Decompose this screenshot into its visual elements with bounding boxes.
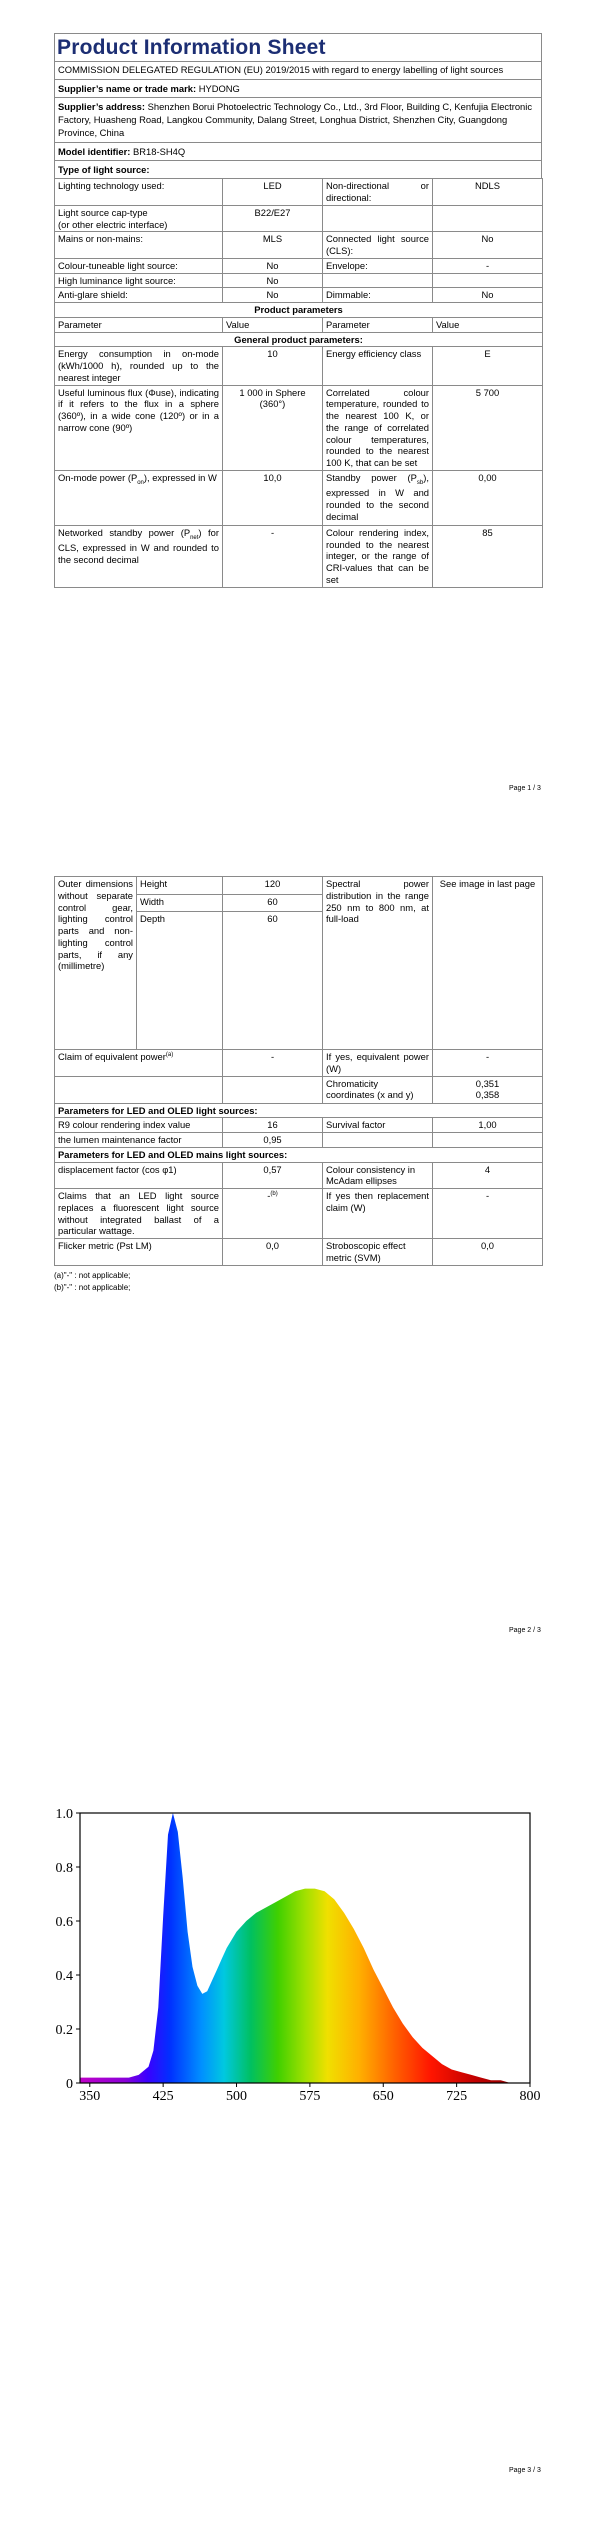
y-tick-label: 0 <box>66 2077 73 2092</box>
type-row <box>55 205 543 232</box>
general-parameters-heading: General product parameters: <box>55 332 543 347</box>
flicker-value: 0,0 <box>223 1239 323 1266</box>
type-row <box>55 258 543 273</box>
onmode-value: 10,0 <box>223 470 323 525</box>
chromaticity-label: Chromaticity coordinates (x and y) <box>323 1076 433 1103</box>
column-header-row <box>55 317 543 332</box>
cri-value: 85 <box>433 525 543 587</box>
cri-label: Colour rendering index, rounded to the nearest integer, or the range of CRI-values that can be set <box>323 525 433 587</box>
x-tick-label: 800 <box>519 2089 541 2104</box>
spectrum-area <box>80 1813 530 2083</box>
address-value: Shenzhen Borui Photoelectric Technology Co., Ltd., 3rd Floor, Building C, Kenfujia Electronic Factory, Huasheng Road, Langkou Community, Dalang Street, Longhua District, Shenzhen City, Guangdong Province, China <box>58 101 533 138</box>
param-row <box>55 525 543 587</box>
supplier-row <box>55 80 541 98</box>
type-row <box>55 273 543 288</box>
led-heading-row <box>55 1103 543 1118</box>
page-title: Product Information Sheet <box>55 34 541 62</box>
x-tick-label: 575 <box>299 2089 321 2104</box>
replacement-value: - <box>433 1189 543 1239</box>
type-row <box>55 179 543 206</box>
page-number-3: Page 3 / 3 <box>509 2467 541 2474</box>
sheet-header <box>54 33 542 178</box>
param-row <box>55 1118 543 1133</box>
dim-value: 120 <box>223 877 323 895</box>
r9-label: R9 colour rendering index value <box>55 1118 223 1133</box>
svm-label: Stroboscopic effect metric (SVM) <box>323 1239 433 1266</box>
param-row <box>55 1133 543 1148</box>
type-value-2 <box>433 273 543 288</box>
type-row <box>55 288 543 303</box>
type-label-2: Connected light source (CLS): <box>323 232 433 259</box>
param-value-2: 5 700 <box>433 385 543 470</box>
param-label: Energy consumption in on-mode (kWh/1000 h), rounded up to the nearest integer <box>55 347 223 385</box>
type-label: Mains or non-mains: <box>55 232 223 259</box>
consistency-label: Colour consistency in McAdam ellipses <box>323 1162 433 1189</box>
type-value: B22/E27 <box>223 205 323 232</box>
address-label: Supplier’s address: <box>58 101 146 113</box>
type-value-2: NDLS <box>433 179 543 206</box>
type-label-2: Envelope: <box>323 258 433 273</box>
type-label: Light source cap-type (or other electric interface) <box>55 205 223 232</box>
param-value: 10 <box>223 347 323 385</box>
col-parameter-2: Parameter <box>323 317 433 332</box>
dim-value: 60 <box>223 894 323 912</box>
type-heading: Type of light source: <box>58 164 150 176</box>
x-tick-label: 500 <box>226 2089 248 2104</box>
type-value-2: No <box>433 232 543 259</box>
type-label-2: Non-directional or directional: <box>323 179 433 206</box>
empty-cell <box>323 1133 433 1148</box>
model-value: BR18-SH4Q <box>133 146 186 158</box>
footnote-b: (b)"-" : not applicable; <box>54 1282 131 1292</box>
x-tick-label: 350 <box>79 2089 101 2104</box>
footnotes <box>54 1270 542 1294</box>
supplier-label: Supplier’s name or trade mark: <box>58 83 197 95</box>
type-label-2 <box>323 205 433 232</box>
type-value: No <box>223 288 323 303</box>
page-number-1: Page 1 / 3 <box>509 785 541 792</box>
spectral-value: See image in last page <box>433 877 543 1050</box>
mains-heading-row <box>55 1147 543 1162</box>
param-label-2: Correlated colour temperature, rounded to the nearest 100 K, or the range of correlated colour temperatures, rounded to the nearest 100 K, that can be set <box>323 385 433 470</box>
param-row <box>55 1189 543 1239</box>
survival-label: Survival factor <box>323 1118 433 1133</box>
y-tick-label: 0.6 <box>55 1915 73 1930</box>
ifyes-label: If yes, equivalent power (W) <box>323 1050 433 1077</box>
networked-label: Networked standby power $(P_{net})$ for CLS, expressed in W and rounded to the second decimal <box>55 525 223 587</box>
standby-value: 0,00 <box>433 470 543 525</box>
type-value-2: - <box>433 258 543 273</box>
spectral-label: Spectral power distribution in the range 250 nm to 800 nm, at full-load <box>323 877 433 1050</box>
dim-row <box>55 877 543 895</box>
lumen-label: the lumen maintenance factor <box>55 1133 223 1148</box>
spectral-distribution-chart <box>54 1805 544 2115</box>
claim-label: Claim of equivalent power$^{(a)}$ <box>55 1050 223 1077</box>
product-parameters-heading-row <box>55 303 543 318</box>
ifyes-value: - <box>433 1050 543 1077</box>
dim-name: Depth <box>137 912 223 1050</box>
y-tick-label: 0.2 <box>55 2023 73 2038</box>
parameters-table-2 <box>54 1049 543 1266</box>
type-table <box>54 178 543 587</box>
param-value: 1 000 in Sphere (360°) <box>223 385 323 470</box>
dim-value: 60 <box>223 912 323 1050</box>
svm-value: 0,0 <box>433 1239 543 1266</box>
onmode-label: On-mode power $(P_{on})$, expressed in W <box>55 470 223 525</box>
param-value-2: E <box>433 347 543 385</box>
dim-name: Height <box>137 877 223 895</box>
plot-area <box>56 1807 541 2104</box>
page-number-2: Page 2 / 3 <box>509 1627 541 1634</box>
standby-label: Standby power $(P_{sb})$, expressed in W and rounded to the second decimal <box>323 470 433 525</box>
general-parameters-heading-row <box>55 332 543 347</box>
type-label-2: Dimmable: <box>323 288 433 303</box>
empty-cell <box>223 1076 323 1103</box>
y-tick-label: 1.0 <box>55 1807 73 1822</box>
outer-dimensions-label: Outer dimensions without separate control gear, lighting control parts and non-lighting control parts, if any (millimetre) <box>55 877 137 1050</box>
type-value: No <box>223 258 323 273</box>
type-value-2: No <box>433 288 543 303</box>
networked-value: - <box>223 525 323 587</box>
param-row <box>55 385 543 470</box>
displacement-label: displacement factor (cos φ1) <box>55 1162 223 1189</box>
supplier-value: HYDONG <box>198 83 240 95</box>
address-row <box>55 98 541 143</box>
led-parameters-heading: Parameters for LED and OLED light sources: <box>55 1103 543 1118</box>
type-label-2 <box>323 273 433 288</box>
x-tick-label: 725 <box>446 2089 468 2104</box>
r9-value: 16 <box>223 1118 323 1133</box>
model-row <box>55 143 541 161</box>
empty-cell <box>433 1133 543 1148</box>
displacement-value: 0,57 <box>223 1162 323 1189</box>
type-value: No <box>223 273 323 288</box>
type-value-2 <box>433 205 543 232</box>
param-row <box>55 470 543 525</box>
consistency-value: 4 <box>433 1162 543 1189</box>
param-row <box>55 1239 543 1266</box>
x-tick-label: 650 <box>372 2089 394 2104</box>
product-parameters-heading: Product parameters <box>55 303 543 318</box>
claims-label: Claims that an LED light source replaces a fluorescent light source without integrated ballast of a particular wattage. <box>55 1189 223 1239</box>
replacement-label: If yes then replacement claim (W) <box>323 1189 433 1239</box>
flicker-label: Flicker metric (Pst LM) <box>55 1239 223 1266</box>
y-tick-label: 0.8 <box>55 1861 73 1876</box>
param-label: Useful luminous flux (Φuse), indicating if it refers to the flux in a sphere (360º), in a wide cone (120º) or in a narrow cone (90º) <box>55 385 223 470</box>
type-value: LED <box>223 179 323 206</box>
type-label: High luminance light source: <box>55 273 223 288</box>
mains-parameters-heading: Parameters for LED and OLED mains light sources: <box>55 1147 543 1162</box>
y-tick-label: 0.4 <box>55 1969 73 1984</box>
param-row <box>55 1050 543 1077</box>
regulation-text: COMMISSION DELEGATED REGULATION (EU) 2019/2015 with regard to energy labelling of light sources <box>55 62 541 80</box>
dimensions-table <box>54 876 543 1050</box>
footnote-a: (a)"-" : not applicable; <box>54 1270 131 1280</box>
x-tick-label: 425 <box>152 2089 174 2104</box>
type-value: MLS <box>223 232 323 259</box>
type-row <box>55 232 543 259</box>
dim-name: Width <box>137 894 223 912</box>
col-value-2: Value <box>433 317 543 332</box>
empty-cell <box>55 1076 223 1103</box>
page-1 <box>54 33 542 588</box>
param-row <box>55 347 543 385</box>
type-label: Anti-glare shield: <box>55 288 223 303</box>
claim-value: - <box>223 1050 323 1077</box>
type-label: Colour-tuneable light source: <box>55 258 223 273</box>
claims-value: -$^{(b)}$ <box>223 1189 323 1239</box>
type-label: Lighting technology used: <box>55 179 223 206</box>
param-row <box>55 1162 543 1189</box>
param-label-2: Energy efficiency class <box>323 347 433 385</box>
page-2 <box>54 876 542 1294</box>
model-label: Model identifier: <box>58 146 131 158</box>
col-parameter: Parameter <box>55 317 223 332</box>
chromaticity-value: 0,351 0,358 <box>433 1076 543 1103</box>
param-row <box>55 1076 543 1103</box>
lumen-value: 0,95 <box>223 1133 323 1148</box>
survival-value: 1,00 <box>433 1118 543 1133</box>
col-value: Value <box>223 317 323 332</box>
